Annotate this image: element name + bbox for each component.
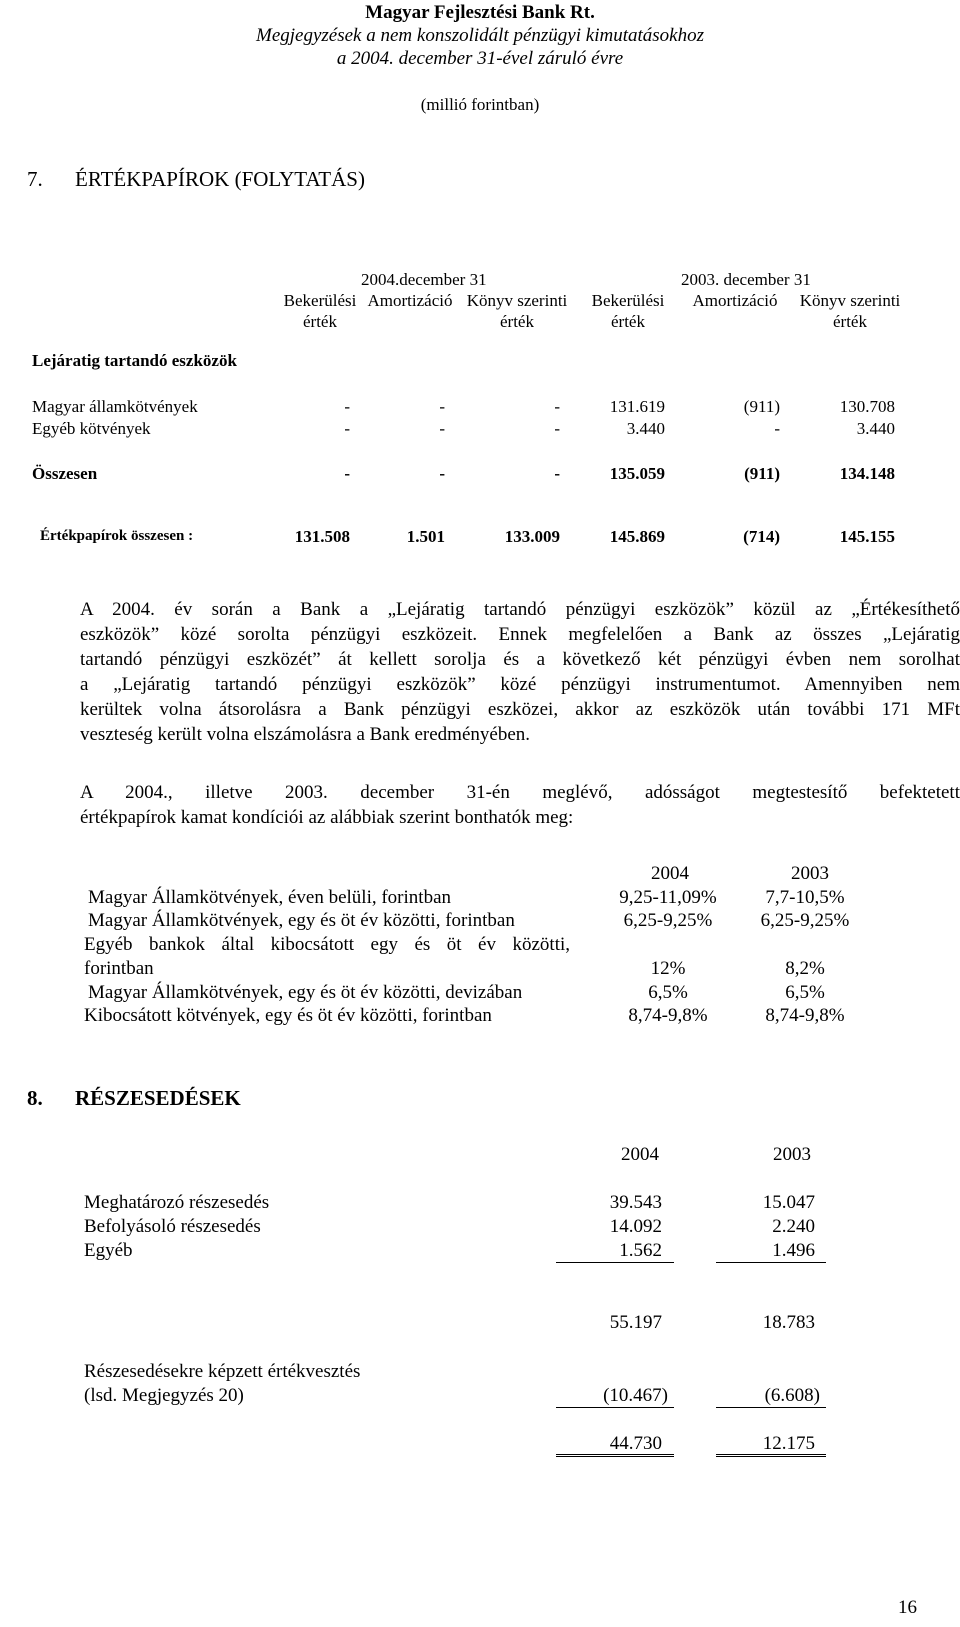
rates-year-2004: 2004 bbox=[651, 863, 689, 884]
holding-2004: 39.543 bbox=[609, 1192, 662, 1213]
net-2004: 44.730 bbox=[609, 1433, 662, 1454]
holding-2003: 2.240 bbox=[772, 1216, 815, 1237]
grand-total-label: Értékpapírok összesen : bbox=[40, 528, 194, 544]
header-subtitle-2: a 2004. december 31-ével záruló évre bbox=[336, 48, 624, 69]
cell: 3.440 bbox=[626, 419, 665, 438]
net-2003: 12.175 bbox=[762, 1433, 815, 1454]
section-8-title: RÉSZESEDÉSEK bbox=[75, 1086, 241, 1110]
paragraph-1-line: veszteség került volna elszámolásra a Bank eredményében. bbox=[80, 724, 531, 745]
paragraph-2-line: A 2004., illetve 2003. december 31-én meglévő, adósságot megtestesítő befektetett bbox=[80, 782, 960, 803]
rates-year-2003: 2003 bbox=[791, 863, 829, 884]
grand-total-cell: (714) bbox=[743, 527, 780, 546]
rate-2004: 12% bbox=[650, 958, 686, 979]
paragraph-1-line: a „Lejáratig tartandó pénzügyi eszközök” közé pénzügyi instrumentumot. Amennyiben nem bbox=[80, 674, 960, 695]
holding-2003: 15.047 bbox=[762, 1192, 815, 1213]
col-header-cost-2003: Bekerülési bbox=[591, 291, 665, 310]
cell: 3.440 bbox=[856, 419, 895, 438]
paragraph-1-line: kerültek volna átsorolásra a Bank pénzügyi eszközei, akkor az eszközök után további 171 MFt bbox=[80, 699, 960, 720]
row-label: Egyéb kötvények bbox=[32, 419, 151, 438]
rate-2004: 6,25-9,25% bbox=[623, 910, 713, 931]
double-underline-2003 bbox=[716, 1454, 826, 1457]
rate-2003: 6,25-9,25% bbox=[760, 910, 850, 931]
rate-2003: 6,5% bbox=[785, 982, 825, 1003]
col-header-book-2004-l2: érték bbox=[500, 312, 534, 331]
grand-total-cell: 145.869 bbox=[609, 527, 665, 546]
company-name: Magyar Fejlesztési Bank Rt. bbox=[365, 2, 595, 23]
underline-2003 bbox=[716, 1407, 826, 1408]
rate-label-cont: forintban bbox=[84, 958, 154, 979]
section-7-number: 7. bbox=[27, 167, 43, 191]
grand-total-cell: 131.508 bbox=[294, 527, 350, 546]
row-label: Magyar államkötvények bbox=[32, 397, 198, 416]
holding-label: Befolyásoló részesedés bbox=[84, 1216, 261, 1237]
underline-2004 bbox=[556, 1407, 674, 1408]
col-header-book-2004: Könyv szerinti bbox=[466, 291, 568, 310]
rate-2004: 8,74-9,8% bbox=[628, 1005, 708, 1026]
section-7-title: ÉRTÉKPAPÍROK (FOLYTATÁS) bbox=[75, 167, 365, 191]
grand-total-cell: 145.155 bbox=[839, 527, 895, 546]
impairment-2003: (6.608) bbox=[764, 1385, 820, 1406]
section-8-number: 8. bbox=[27, 1086, 43, 1110]
rate-2004: 6,5% bbox=[648, 982, 688, 1003]
holding-2004: 1.562 bbox=[619, 1240, 662, 1261]
period-2004-header: 2004.december 31 bbox=[361, 270, 487, 289]
holdings-year-2004: 2004 bbox=[621, 1144, 659, 1165]
col-header-amort-2003: Amortizáció bbox=[692, 291, 778, 310]
subtotal-2003: 18.783 bbox=[762, 1312, 815, 1333]
cell: 130.708 bbox=[839, 397, 895, 416]
rate-2003: 8,2% bbox=[785, 958, 825, 979]
cell: - bbox=[554, 397, 560, 416]
rate-label: Magyar Államkötvények, egy és öt év közötti, forintban bbox=[88, 910, 515, 931]
rate-2004: 9,25-11,09% bbox=[619, 887, 717, 908]
col-header-cost-2004-l2: érték bbox=[303, 312, 337, 331]
underline-2004 bbox=[556, 1262, 674, 1263]
cell: - bbox=[439, 397, 445, 416]
cell: (911) bbox=[743, 397, 780, 416]
holdings-year-2003: 2003 bbox=[773, 1144, 811, 1165]
impairment-2004: (10.467) bbox=[603, 1385, 668, 1406]
paragraph-1-line: A 2004. év során a Bank a „Lejáratig tartandó pénzügyi eszközök” közül az „Értékesíthető bbox=[80, 599, 960, 620]
paragraph-1-line: eszközök” közé sorolta pénzügyi eszközeit. Ennek megfelelően a Bank az összes „Lejáratig bbox=[80, 624, 960, 645]
underline-2003 bbox=[716, 1262, 826, 1263]
rate-label: Magyar Államkötvények, éven belüli, forintban bbox=[88, 887, 452, 908]
unit-note: (millió forintban) bbox=[420, 95, 540, 114]
cell: - bbox=[439, 419, 445, 438]
rate-label: Kibocsátott kötvények, egy és öt év közötti, forintban bbox=[84, 1005, 492, 1026]
rate-2003: 8,74-9,8% bbox=[765, 1005, 845, 1026]
grand-total-cell: 133.009 bbox=[504, 527, 560, 546]
total-cell: 135.059 bbox=[609, 464, 665, 483]
paragraph-2-line: értékpapírok kamat kondíciói az alábbiak szerint bonthatók meg: bbox=[80, 807, 574, 828]
header-subtitle-1: Megjegyzések a nem konszolidált pénzügyi kimutatásokhoz bbox=[256, 25, 704, 46]
rate-label: Egyéb bankok által kibocsátott egy és öt év közötti, bbox=[84, 934, 570, 955]
rate-2003: 7,7-10,5% bbox=[765, 887, 845, 908]
col-header-amort-2004: Amortizáció bbox=[367, 291, 453, 310]
grand-total-cell: 1.501 bbox=[406, 527, 445, 546]
period-2003-header: 2003. december 31 bbox=[681, 270, 811, 289]
subtotal-2004: 55.197 bbox=[609, 1312, 662, 1333]
total-cell: - bbox=[554, 464, 560, 483]
total-cell: (911) bbox=[744, 464, 780, 483]
total-label: Összesen bbox=[32, 464, 98, 483]
total-cell: 134.148 bbox=[839, 464, 895, 483]
cell: 131.619 bbox=[609, 397, 665, 416]
total-cell: - bbox=[344, 464, 350, 483]
col-header-cost-2003-l2: érték bbox=[611, 312, 645, 331]
impairment-label-2: (lsd. Megjegyzés 20) bbox=[84, 1385, 244, 1406]
holding-2003: 1.496 bbox=[772, 1240, 815, 1261]
paragraph-1-line: tartandó pénzügyi eszközét” át kellett sorolja és a következő két pénzügyi évben nem sorolhat bbox=[80, 649, 960, 670]
holding-label: Meghatározó részesedés bbox=[84, 1192, 270, 1213]
col-header-cost-2004: Bekerülési bbox=[283, 291, 357, 310]
cell: - bbox=[554, 419, 560, 438]
cell: - bbox=[774, 419, 780, 438]
page-number: 16 bbox=[898, 1597, 917, 1618]
cell: - bbox=[344, 397, 350, 416]
rate-label: Magyar Államkötvények, egy és öt év közötti, devizában bbox=[88, 982, 523, 1003]
col-header-book-2003: Könyv szerinti bbox=[799, 291, 901, 310]
double-underline-2004 bbox=[556, 1454, 674, 1457]
total-cell: - bbox=[439, 464, 445, 483]
cell: - bbox=[344, 419, 350, 438]
holding-2004: 14.092 bbox=[609, 1216, 662, 1237]
group-label: Lejáratig tartandó eszközök bbox=[32, 351, 237, 370]
holding-label: Egyéb bbox=[84, 1240, 133, 1261]
impairment-label: Részesedésekre képzett értékvesztés bbox=[84, 1361, 361, 1382]
col-header-book-2003-l2: érték bbox=[833, 312, 867, 331]
